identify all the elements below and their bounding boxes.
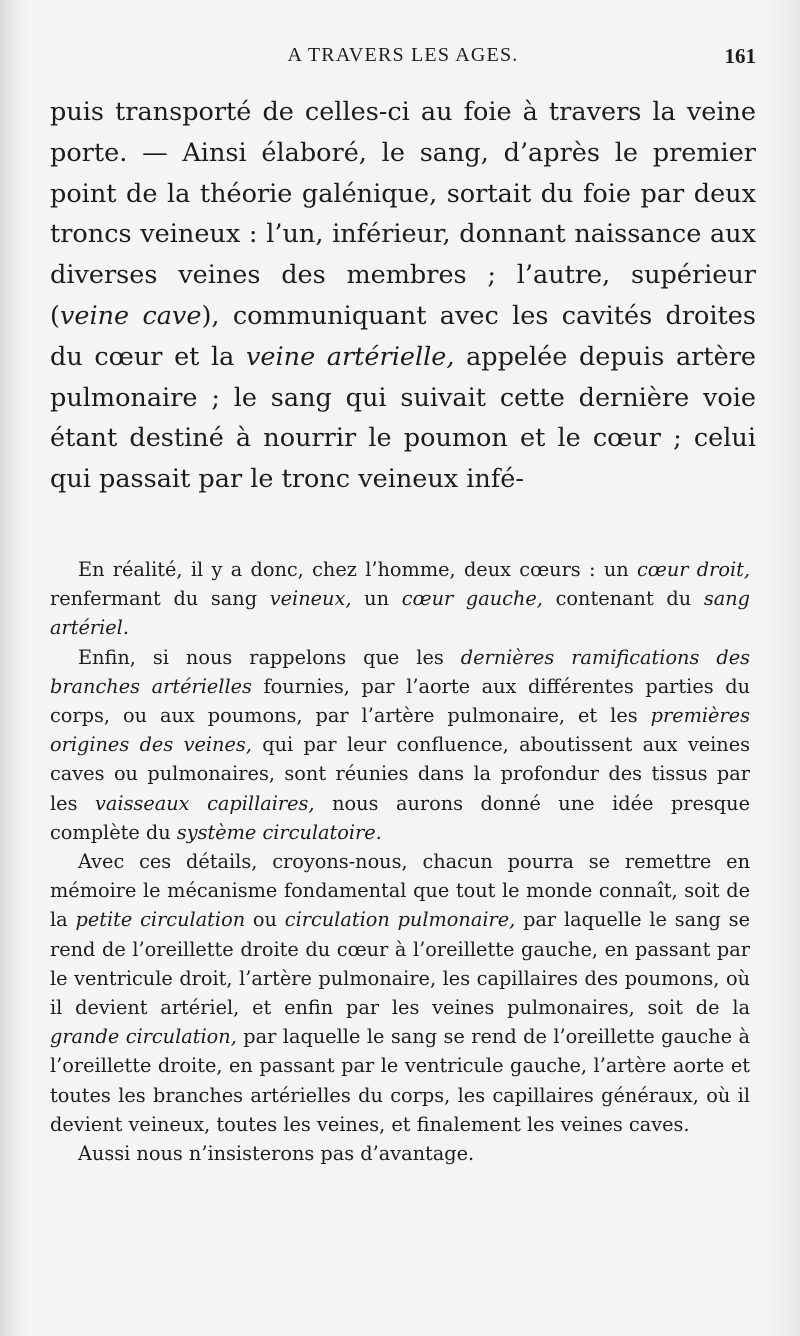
note-italic-segment: veineux, <box>269 587 352 611</box>
main-italic-segment: veine artérielle, <box>246 341 455 372</box>
note-text-segment: En réalité, il y a donc, chez l’homme, deux cœurs : un <box>78 558 637 581</box>
note-italic-segment: sang artériel. <box>50 587 750 640</box>
note-text-segment: nous aurons donné une idée presque complète du <box>50 791 750 844</box>
note-text-segment: contenant du <box>542 587 704 611</box>
note-italic-segment: vaisseaux capillaires, <box>95 791 315 815</box>
note-block <box>50 555 750 1168</box>
note-italic-segment: cœur droit, <box>636 558 750 581</box>
note-italic-segment: circulation pulmonaire, <box>284 908 516 932</box>
note-italic-segment: petite circulation <box>75 908 246 932</box>
main-text-segment: puis transporté de celles-ci au foie à travers la veine porte. — Ainsi élaboré, le sang, d’après le premier point de la théorie galénique, sortait du foie par deux troncs veineux : l’un, inférieur, donnant naissance aux diverses veines des membres ; l’autre, supérieur ( <box>50 97 756 331</box>
note-text-segment: renfermant du sang <box>50 587 270 611</box>
page-header <box>50 44 756 74</box>
main-paragraph <box>50 92 756 500</box>
page-number: 161 <box>724 44 756 68</box>
note-text-segment: qui par leur confluence, aboutissent aux veines caves ou pulmonaires, sont réunies dans la profondur des tissus par les <box>50 733 751 815</box>
note-italic-segment: premières origines des veines, <box>50 704 750 757</box>
main-text-segment: appelée depuis artère pulmonaire ; le sang qui suivait cette dernière voie étant destiné à nourrir le poumon et le cœur ; celui qui passait par le tronc veineux infé- <box>50 341 756 495</box>
note-paragraph-3 <box>50 847 750 1139</box>
main-text-segment: ), communiquant avec les cavités droites du cœur et la <box>50 300 756 372</box>
note-text-segment: ou <box>245 908 285 932</box>
note-text-segment: fournies, par l’aorte aux différentes parties du corps, ou aux poumons, par l’artère pulmonaire, et les <box>50 674 750 728</box>
note-text-segment: un <box>351 587 402 611</box>
note-italic-segment: grande circulation, <box>50 1025 237 1049</box>
note-italic-segment: cœur gauche, <box>401 587 543 611</box>
note-paragraph-4 <box>50 1139 750 1168</box>
note-text-segment: par laquelle le sang se rend de l’oreillette gauche à l’oreillette droite, en passant par le ventricule gauche, l’artère aorte et toutes les branches artérielles du corps, les capillaires généraux, où il devient veineux, toutes les veines, et finalement les veines caves. <box>50 1025 750 1136</box>
note-paragraph-2 <box>50 643 750 847</box>
main-italic-segment: veine cave <box>59 300 202 331</box>
running-title: A TRAVERS LES AGES. <box>287 44 519 66</box>
note-text-segment: Enfin, si nous rappelons que les <box>78 645 461 669</box>
note-text-segment: Avec ces détails, croyons-nous, chacun pourra se remettre en mémoire le mécanisme fondamental que tout le monde connaît, soit de la <box>50 850 750 932</box>
note-text-segment: par laquelle le sang se rend de l’oreillette droite du cœur à l’oreillette gauche, en passant par le ventricule droit, l’artère pulmonaire, les capillaires des poumons, où il devient artériel, et enfin par les veines pulmonaires, soit de la <box>50 908 750 1020</box>
note-text-segment: Aussi nous n’insisterons pas d’avantage. <box>78 1142 475 1166</box>
note-paragraph-1 <box>50 555 750 643</box>
note-italic-segment: dernières ramifications des branches artérielles <box>50 645 751 698</box>
note-italic-segment: système circulatoire. <box>176 820 382 844</box>
